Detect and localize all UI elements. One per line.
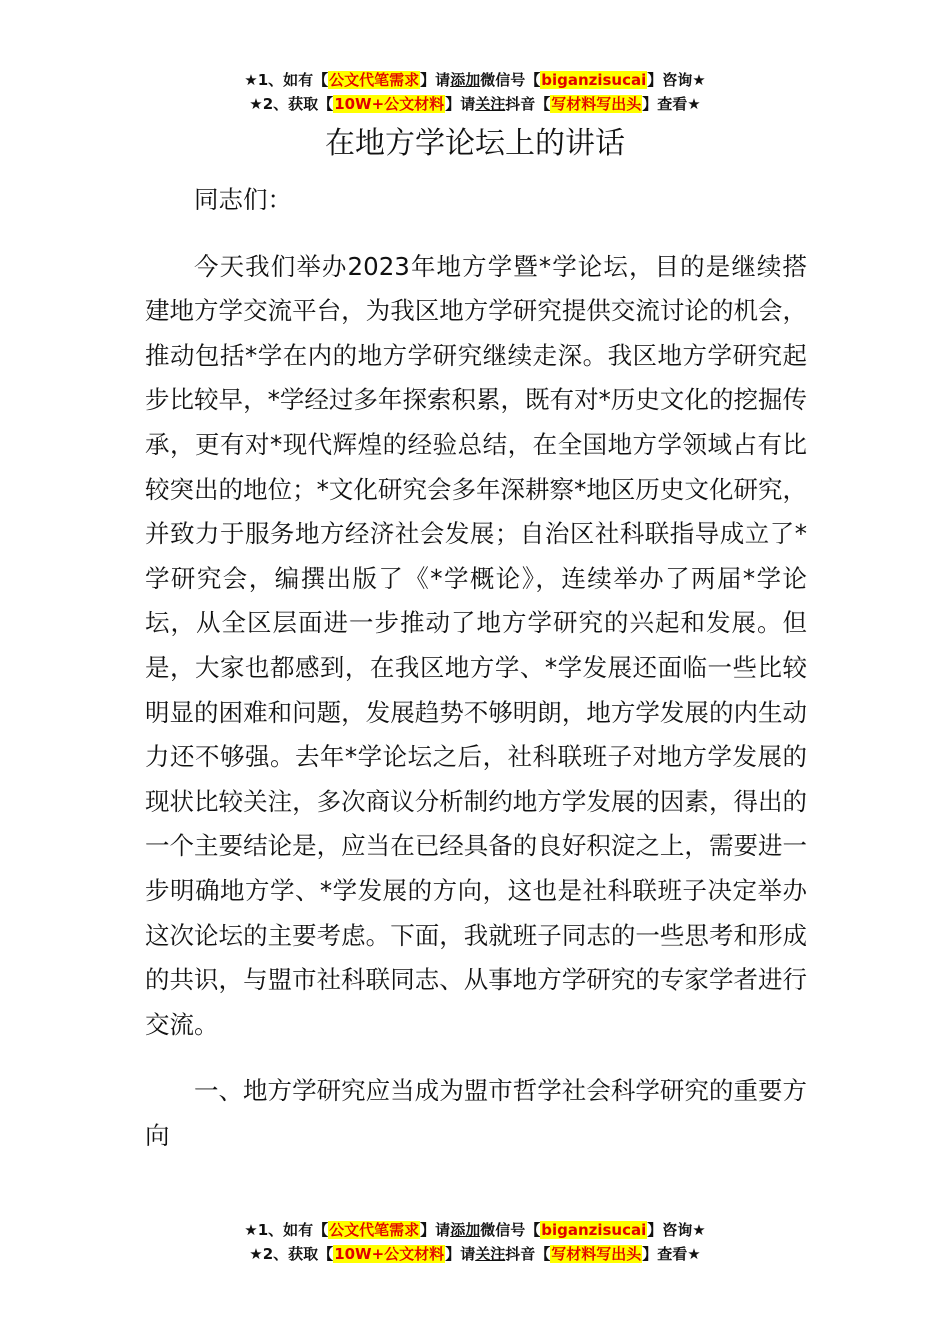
highlight-materials: 10W+公文材料 [334,95,445,113]
highlight-materials: 10W+公文材料 [334,1245,445,1263]
section-heading-1: 一、地方学研究应当成为盟市哲学社会科学研究的重要方向 [145,1076,807,1150]
promo-banner-bottom [0,1218,950,1266]
highlight-douyin: 写材料写出头 [551,1245,642,1263]
document-body [145,178,807,1158]
highlight-service: 公文代笔需求 [329,71,420,89]
highlight-douyin: 写材料写出头 [551,95,642,113]
promo-line-1: ★1、如有【公文代笔需求】请添加微信号【biganzisucai】咨询★ [244,1221,706,1239]
document-title: 在地方学论坛上的讲话 [325,126,625,161]
promo-line-2: ★2、获取【10W+公文材料】请关注抖音【写材料写出头】查看★ [249,1245,701,1263]
promo-line-1: ★1、如有【公文代笔需求】请添加微信号【biganzisucai】咨询★ [244,71,706,89]
highlight-wechat-id: biganzisucai [541,71,647,89]
highlight-service: 公文代笔需求 [329,1221,420,1239]
paragraph-1: 今天我们举办2023年地方学暨*学论坛，目的是继续搭建地方学交流平台，为我区地方学研究提供交流讨论的机会，推动包括*学在内的地方学研究继续走深。我区地方学研究起步比较早，*学经过多年探索积累，既有对*历史文化的挖掘传承，更有对*现代辉煌的经验总结，在全国地方学领域占有比较突出的地位；*文化研究会多年深耕察*地区历史文化研究，并致力于服务地方经济社会发展；自治区社科联指导成立了*学研究会，编撰出版了《*学概论》，连续举办了两届*学论坛，从全区层面进一步推动了地方学研究的兴起和发展。但是，大家也都感到，在我区地方学、*学发展还面临一些比较明显的困难和问题，发展趋势不够明朗，地方学发展的内生动力还不够强。去年*学论坛之后，社科联班子对地方学发展的现状比较关注，多次商议分析制约地方学发展的因素，得出的一个主要结论是，应当在已经具备的良好积淀之上，需要进一步明确地方学、*学发展的方向，这也是社科联班子决定举办这次论坛的主要考虑。下面，我就班子同志的一些思考和形成的共识，与盟市社科联同志、从事地方学研究的专家学者进行交流。 [145,251,807,1039]
promo-line-2: ★2、获取【10W+公文材料】请关注抖音【写材料写出头】查看★ [249,95,701,113]
greeting: 同志们： [194,185,292,214]
promo-banner-top [0,68,950,116]
highlight-wechat-id: biganzisucai [541,1221,647,1239]
